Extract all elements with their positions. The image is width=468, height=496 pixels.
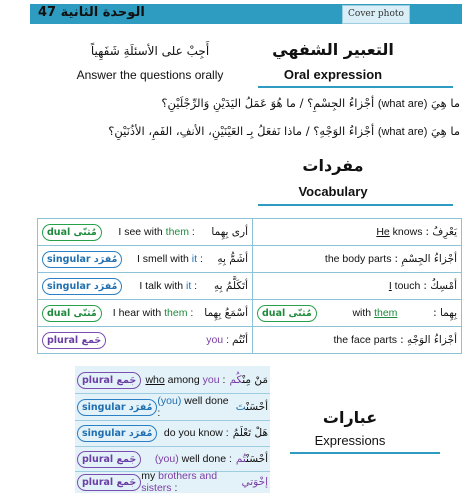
vocab-cell-left: dual مُثنّى I see with them : أرى بِهِما — [38, 219, 253, 246]
vocab-cell-left: plural جَمع you : أنْتُم — [38, 327, 253, 354]
q2-what-ar: ما هِيَ — [431, 124, 460, 138]
header-bar-right — [330, 4, 462, 24]
singular-badge: singular مُفرَد — [42, 278, 122, 295]
vocab-ar-word: أسْمَعُ بِهِما — [204, 307, 248, 319]
vocab-ar-word: أرى بِهِما — [211, 226, 248, 238]
singular-badge: singular مُفرَد — [77, 425, 157, 442]
dual-badge: dual مُثنّى — [257, 305, 317, 322]
list-item: singular مُفرَد do you know : هَلْ تَعْلَمُ — [75, 421, 270, 445]
q2-what-en: (what are) — [377, 126, 428, 138]
unit-label: الوحدة الثانية 47 — [38, 5, 145, 20]
table-row — [38, 327, 462, 354]
vocab-cell-right: the body parts أجْزاءُ الجِسْمِ : — [253, 246, 462, 273]
dual-badge: dual مُثنّى — [42, 224, 102, 241]
vocab-cell-left: dual مُثنّى I hear with them : أسْمَعُ بِهِما — [38, 300, 253, 327]
vocab-title-ar: مفردات — [302, 156, 364, 175]
expressions-title-underline — [290, 452, 440, 454]
vocab-ar-word: أنْتُم — [232, 334, 248, 346]
cover-photo-box: Cover photo — [342, 5, 410, 24]
table-row — [38, 300, 462, 327]
vocab-cell-right: He knows يَعْرِفُ : — [253, 219, 462, 246]
vocab-cell-right: I touch أمْسِكُ : — [253, 273, 462, 300]
oral-instruction-en: Answer the questions orally — [76, 68, 224, 82]
oral-instruction-ar: أَجِبْ على الأسئلَةِ شَفَهِياً — [90, 44, 210, 58]
expressions-title-ar: عبارات — [322, 408, 378, 427]
dual-badge: dual مُثنّى — [42, 305, 102, 322]
vocab-cell-left: singular مُفرَد I smell with it : أشَمُّ بِهِ — [38, 246, 253, 273]
vocab-ar-word: أتَكَلَّمُ بِهِ — [213, 280, 248, 292]
oral-title-en: Oral expression — [283, 67, 383, 82]
vocab-table — [37, 218, 462, 354]
vocab-title-underline — [258, 204, 453, 206]
oral-title-underline — [258, 86, 453, 88]
vocab-cell-right: the face parts أجْزاءُ الوَجْهِ : — [253, 327, 462, 354]
singular-badge: singular مُفرَد — [77, 399, 157, 416]
plural-badge: plural جَمع — [77, 451, 141, 468]
list-item: plural جَمع (you) well done : أحْسَنْتُم — [75, 447, 270, 471]
q1-what-ar: ما هِيَ — [431, 96, 460, 110]
expressions-title-en: Expressions — [314, 433, 386, 448]
table-row — [38, 219, 462, 246]
list-item: singular مُفرَد (you) well done : أحْسَنْتَ — [75, 395, 270, 419]
plural-badge: plural جَمع — [42, 332, 106, 349]
vocab-ar-word: أمْسِكُ : — [423, 280, 457, 292]
vocab-ar-word: يَعْرِفُ : — [425, 226, 457, 238]
list-item: plural جَمع who among you : مَنْ مِنْكُم — [75, 368, 270, 392]
table-row — [38, 273, 462, 300]
vocab-ar-word: أجْزاءُ الجِسْمِ : — [394, 253, 457, 265]
table-row — [38, 246, 462, 273]
list-item: plural جَمع my brothers and sisters : إخْوَتي — [75, 470, 270, 494]
divider — [75, 393, 270, 394]
header-bar — [30, 4, 330, 24]
vocab-cell-right: dual مُثنّى with them بِهِما : — [253, 300, 462, 327]
vocab-ar-word: أشَمُّ بِهِ — [217, 253, 248, 265]
oral-question-2 — [40, 124, 460, 138]
q1-rest: أجْزاءُ الجِسْمِ؟ / ما هُوَ عَمَلُ اليَدَيْنِ وَالرِّجْلَيْنِ؟ — [161, 96, 375, 110]
vocab-cell-left: singular مُفرَد I talk with it : أتَكَلَّمُ بِهِ — [38, 273, 253, 300]
singular-badge: singular مُفرَد — [42, 251, 122, 268]
plural-badge: plural جَمع — [77, 372, 141, 389]
vocab-title-en: Vocabulary — [298, 184, 368, 199]
q2-rest: أجْزاءُ الوَجْهِ؟ / ماذا نَفعَلُ بِـ العَيْنَيْنِ، الأنفِ، الفَمِ، الأذُنَيْنِ؟ — [108, 124, 375, 138]
q1-what-en: (what are) — [377, 98, 428, 110]
oral-title-ar: التعبير الشفهي — [272, 40, 394, 59]
vocab-ar-word: أجْزاءُ الوَجْهِ : — [400, 334, 457, 346]
oral-question-1 — [40, 96, 460, 110]
plural-badge: plural جَمع — [77, 474, 141, 491]
vocab-ar-word: بِهِما : — [433, 307, 457, 319]
